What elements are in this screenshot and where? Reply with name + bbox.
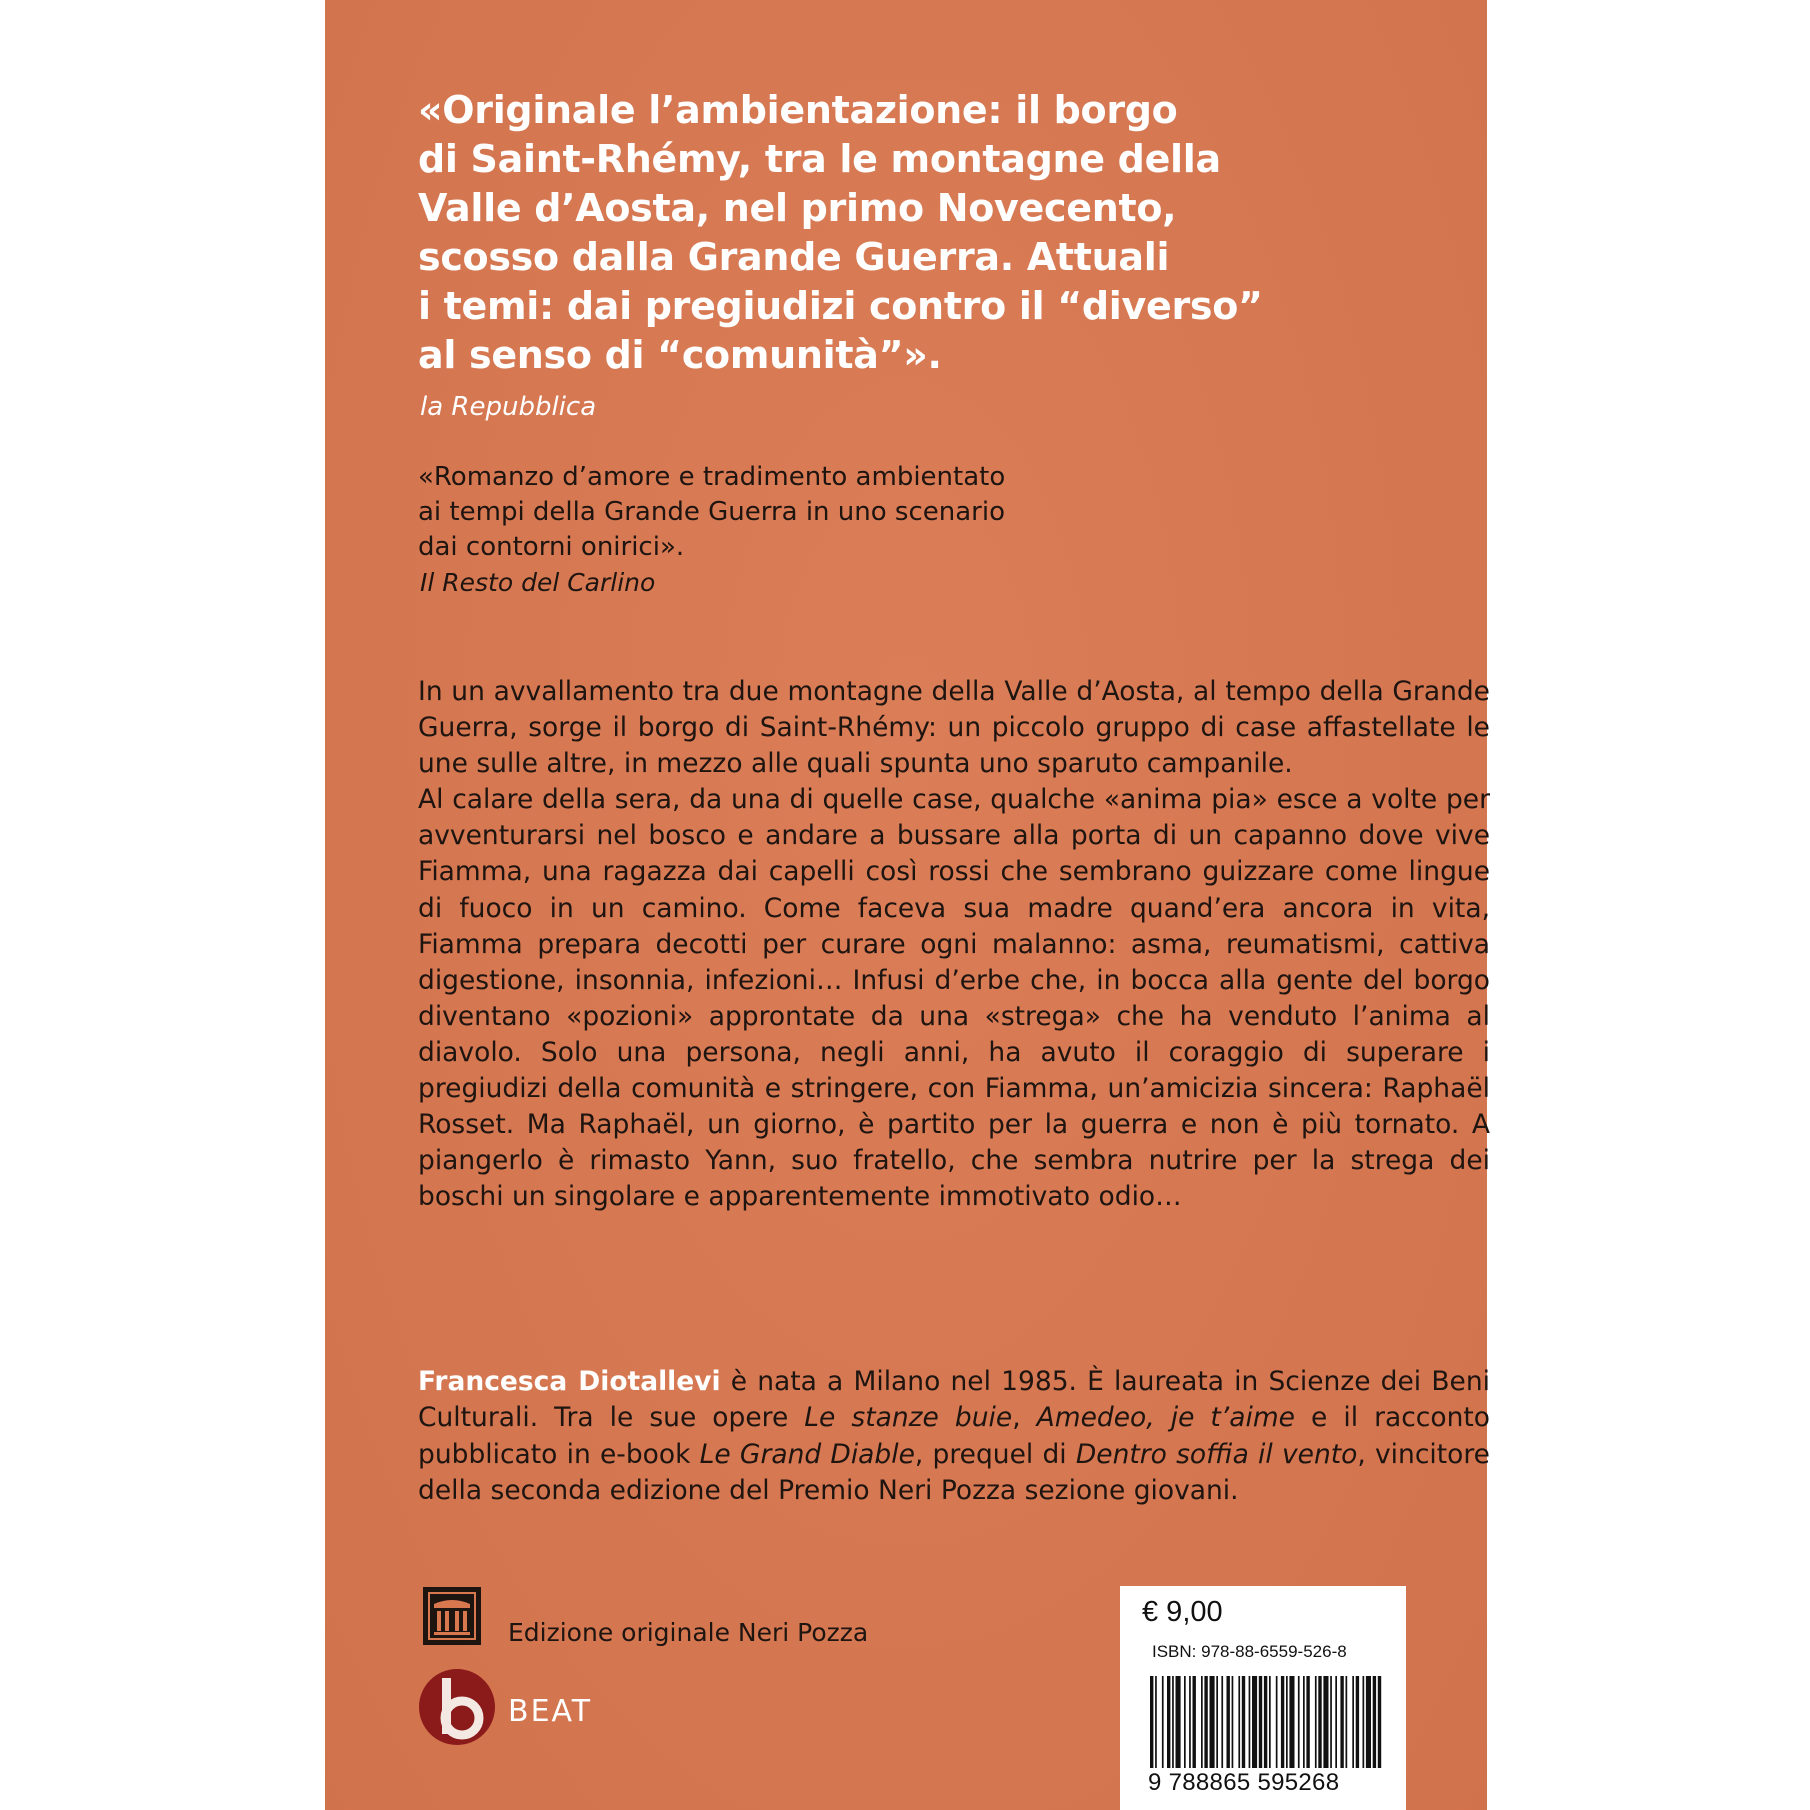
isbn-label: ISBN: 978-88-6559-526-8 [1152, 1642, 1347, 1661]
barcode-bar [1276, 1676, 1278, 1768]
beat-logo-icon [418, 1668, 496, 1746]
barcode-bar [1201, 1676, 1203, 1768]
barcode-bar [1189, 1676, 1191, 1768]
work-title: Le stanze buie [804, 1402, 1013, 1434]
neri-pozza-logo-icon [423, 1587, 481, 1645]
quote-source-carlino: Il Resto del Carlino [420, 568, 656, 597]
beat-imprint-label: BEAT [508, 1694, 593, 1729]
barcode-bar [1346, 1676, 1348, 1768]
barcode-bar [1176, 1676, 1181, 1768]
barcode-digits: 9 788865 595268 [1148, 1769, 1340, 1796]
barcode-bar [1306, 1676, 1309, 1768]
edition-note: Edizione originale Neri Pozza [508, 1618, 869, 1647]
quote-line: ai tempi della Grande Guerra in uno scenario [418, 497, 1005, 527]
barcode-bar [1352, 1676, 1354, 1768]
barcode-bar [1356, 1676, 1359, 1768]
quote-line: Valle d’Aosta, nel primo Novecento, [418, 186, 1177, 230]
barcode-bar [1227, 1676, 1230, 1768]
barcode-bar [1167, 1676, 1170, 1768]
barcode-bar [1232, 1676, 1234, 1768]
work-title: Amedeo, je t’aime [1036, 1402, 1295, 1434]
synopsis-paragraph: In un avvallamento tra due montagne della Valle d’Aosta, al tempo della Grande Guerra, sorge il borgo di Saint-Rhémy: un piccolo gruppo di case affastellate le une sulle altre, in mezzo alle quali spunta uno sparuto campanile. [418, 676, 1490, 780]
barcode-bar [1323, 1676, 1328, 1768]
author-name: Francesca Diotallevi [418, 1366, 721, 1397]
press-quote-carlino [418, 460, 1418, 565]
barcode-bar [1286, 1676, 1288, 1768]
barcode-bar [1242, 1676, 1245, 1768]
work-title: Dentro soffia il vento [1075, 1438, 1358, 1470]
barcode-bar [1330, 1676, 1332, 1768]
barcode-bar [1264, 1676, 1267, 1768]
barcode-bar [1366, 1676, 1371, 1768]
barcode-bar [1193, 1676, 1196, 1768]
barcode-bar [1363, 1676, 1365, 1768]
barcode-bar [1221, 1676, 1223, 1768]
barcode-bar [1281, 1676, 1284, 1768]
barcode-bar [1150, 1676, 1153, 1768]
quote-line: al senso di “comunità”». [418, 333, 942, 377]
bio-text: è nata a Milano nel 1985. È laureata in Scienze dei Beni Culturali. Tra le sue opere [418, 1366, 1490, 1434]
author-bio [418, 1364, 1490, 1509]
barcode-bar [1155, 1676, 1157, 1768]
barcode-bar [1249, 1676, 1251, 1768]
barcode-icon [1148, 1676, 1384, 1768]
bio-text: , prequel di [914, 1438, 1076, 1470]
barcode-bar [1378, 1676, 1381, 1768]
work-title: Le Grand Diable [699, 1438, 915, 1470]
bio-text: e il racconto pubblicato in e-book [418, 1402, 1490, 1470]
quote-line: i temi: dai pregiudizi contro il “diverso” [418, 284, 1263, 328]
quote-line: dai contorni onirici». [418, 532, 685, 562]
barcode-bar [1210, 1676, 1215, 1768]
synopsis [418, 674, 1490, 1215]
quote-line: scosso dalla Grande Guerra. Attuali [418, 235, 1170, 279]
barcode-bar [1252, 1676, 1257, 1768]
bio-text: , [1012, 1402, 1037, 1434]
synopsis-paragraph: Al calare della sera, da una di quelle case, qualche «anima pia» esce a volte per avventurarsi nel bosco e andare a bussare alla porta di un capanno dove vive Fiamma, una ragazza dai capelli così rossi che sembrano guizzare come lingue di fuoco in un camino. Come faceva sua madre quand’era ancora in vita, Fiamma prepara decotti per curare ogni malanno: asma, reumatismi, cattiva digestione, insonnia, infezioni… Infusi d’erbe che, in bocca alla gente del borgo diventano «pozioni» approntate da una «strega» che ha venduto l’anima al diavolo. Solo una persona, negli anni, ha avuto il coraggio di superare i pregiudizi della comunità e stringere, con Fiamma, un’amicizia sincera: Raphaël Rosset. Ma Raphaël, un giorno, è partito per la guerra e non è più tornato. A piangerlo è rimasto Yann, suo fratello, che sembra nutrire per la strega dei boschi un singolare e apparentemente immotivato odio… [418, 784, 1490, 1213]
barcode-bar [1315, 1676, 1317, 1768]
barcode-bar [1335, 1676, 1337, 1768]
quote-source-repubblica: la Repubblica [420, 392, 597, 422]
barcode-bar [1216, 1676, 1218, 1768]
quote-line: «Originale l’ambientazione: il borgo [418, 88, 1178, 132]
barcode-bar [1162, 1676, 1164, 1768]
barcode-bar [1259, 1676, 1262, 1768]
barcode-bar [1269, 1676, 1271, 1768]
barcode-bar [1204, 1676, 1207, 1768]
barcode-bar [1318, 1676, 1321, 1768]
barcode-bar [1184, 1676, 1186, 1768]
barcode-bar [1298, 1676, 1300, 1768]
barcode-bar [1238, 1676, 1240, 1768]
barcode-bar [1373, 1676, 1376, 1768]
price-barcode-box [1120, 1586, 1406, 1810]
book-back-cover [325, 0, 1490, 1810]
barcode-bar [1303, 1676, 1305, 1768]
quote-line: di Saint-Rhémy, tra le montagne della [418, 137, 1221, 181]
quote-line: «Romanzo d’amore e tradimento ambientato [418, 462, 1006, 492]
barcode-bar [1289, 1676, 1294, 1768]
barcode-bar [1340, 1676, 1343, 1768]
press-quote-repubblica [418, 86, 1438, 380]
bio-text: , vincitore della seconda edizione del Premio Neri Pozza sezione giovani. [418, 1438, 1490, 1506]
barcode-bar [1172, 1676, 1174, 1768]
price-label: € 9,00 [1142, 1596, 1223, 1628]
